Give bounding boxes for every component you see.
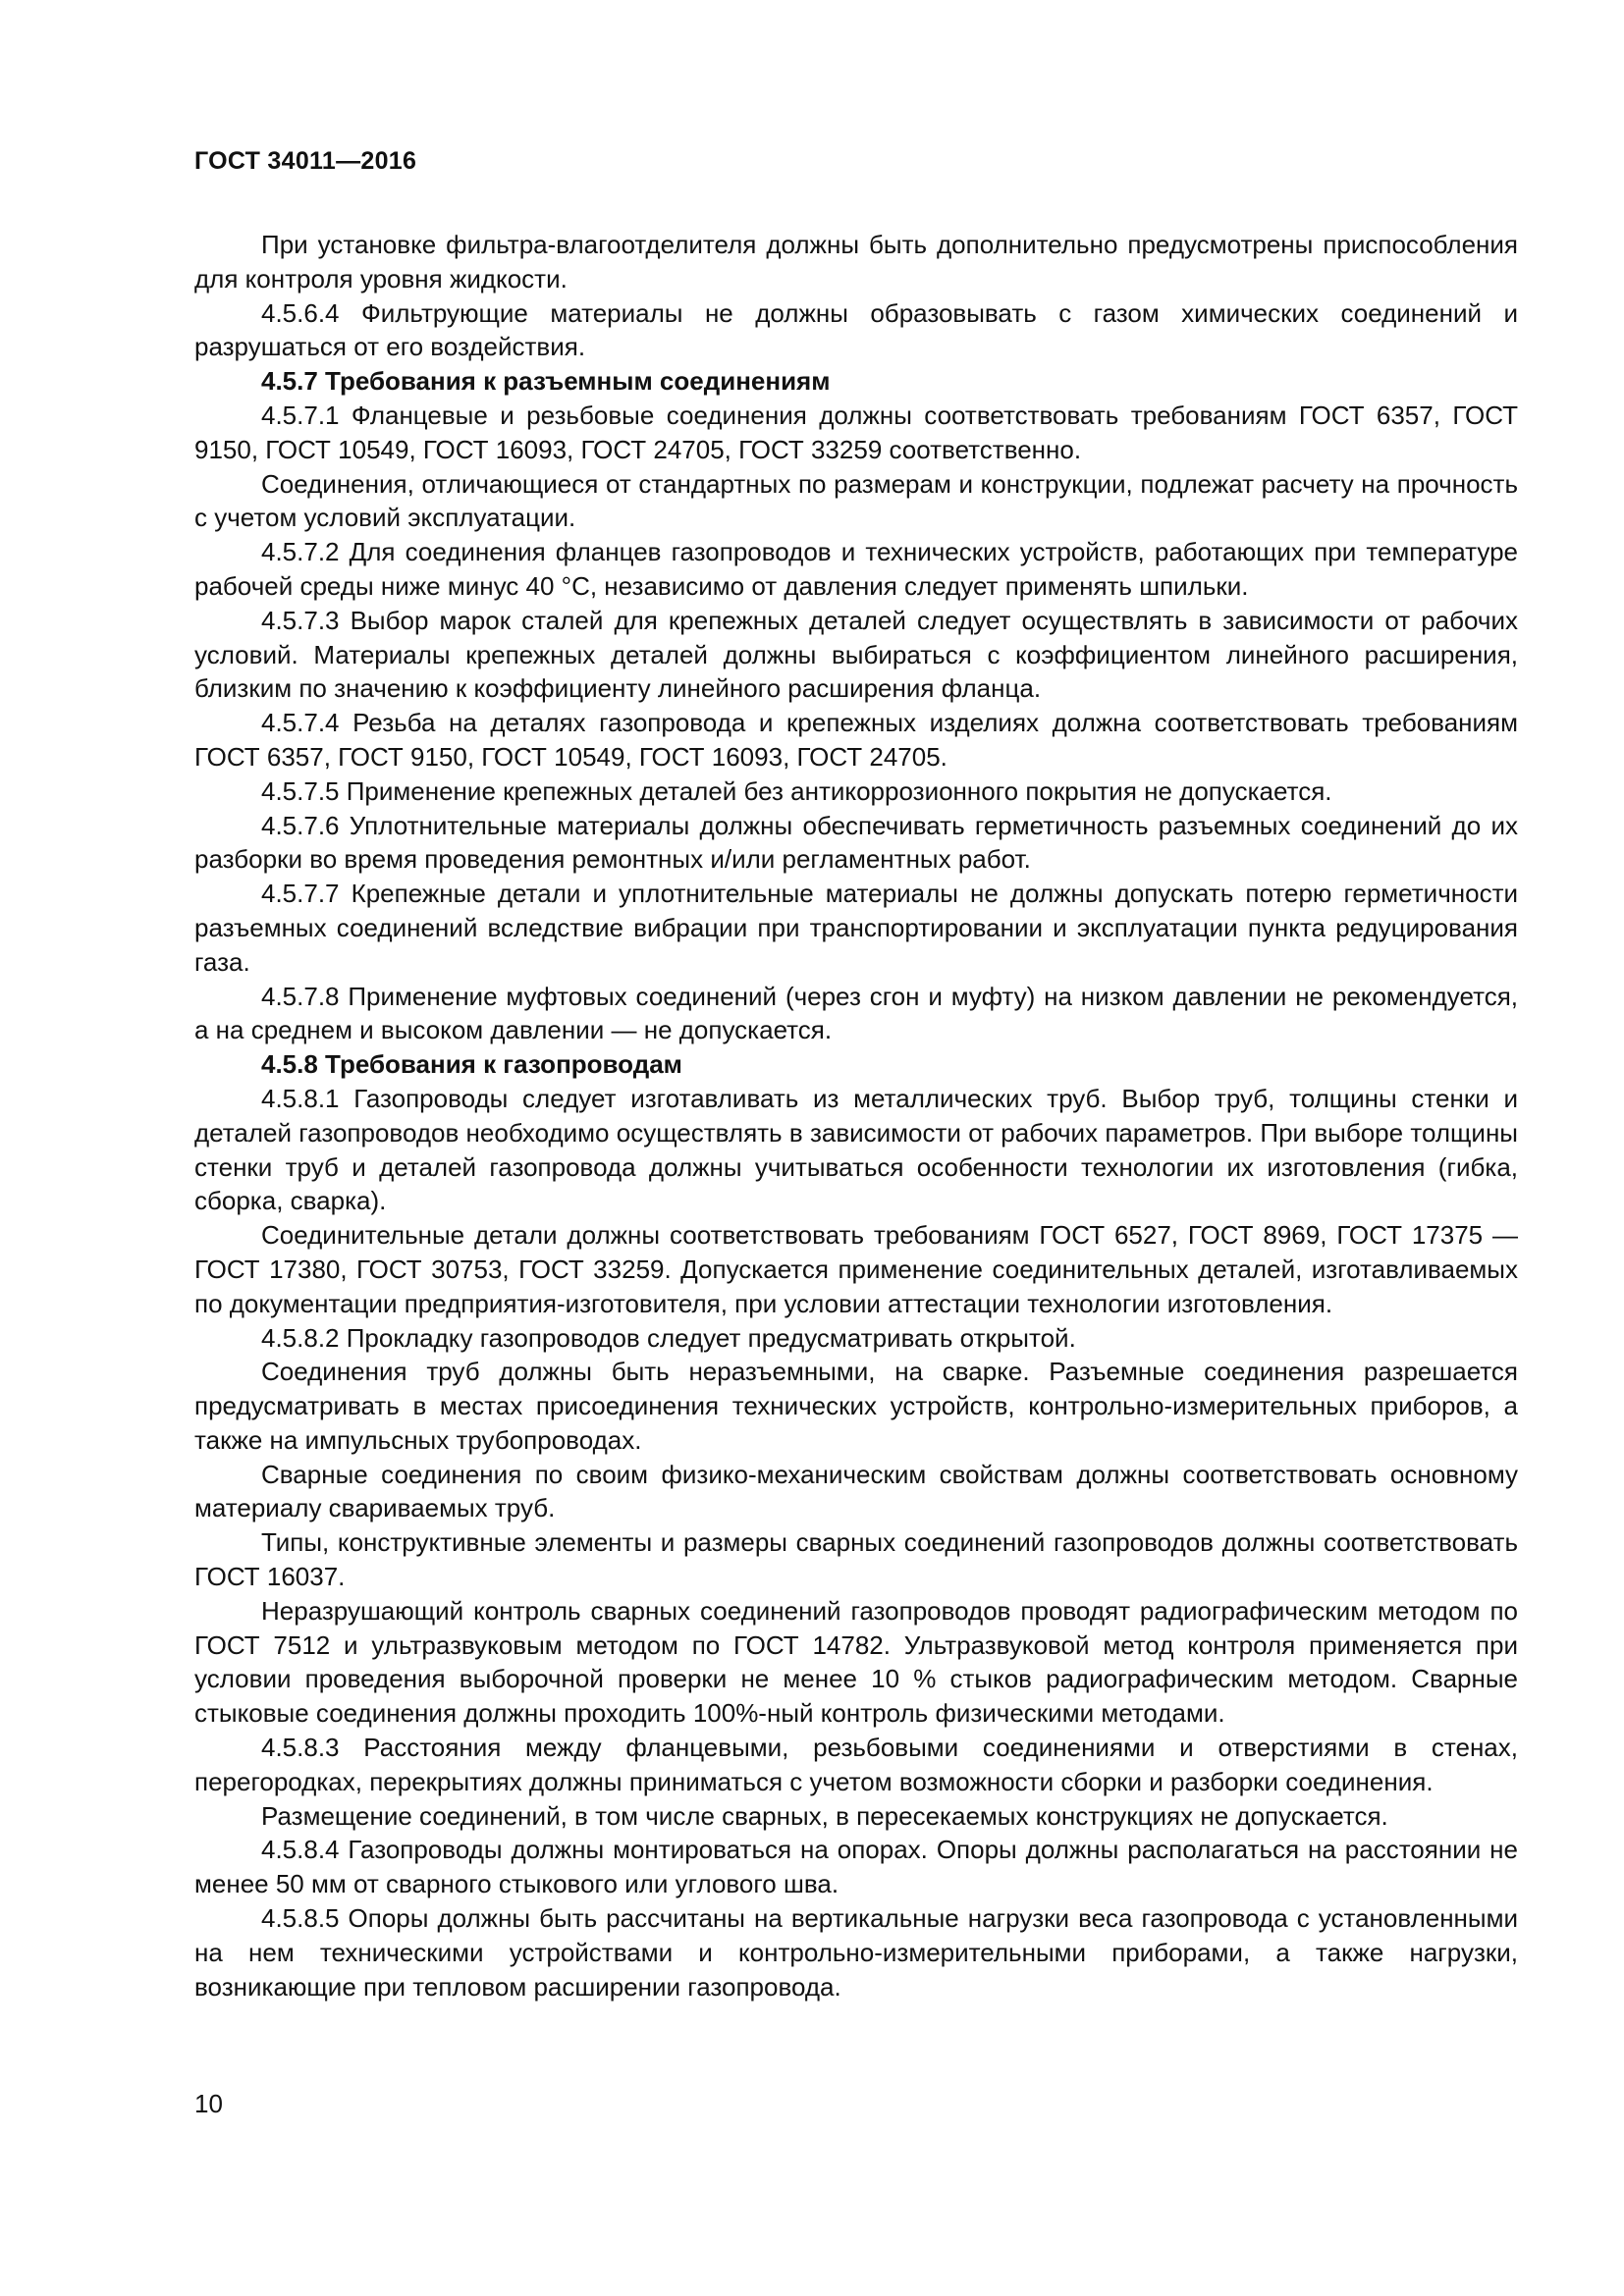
paragraph: Сварные соединения по своим физико-механическим свойствам должны соответствовать основному материалу свариваемых труб. [194, 1459, 1518, 1523]
paragraph: 4.5.7.4 Резьба на деталях газопровода и крепежных изделиях должна соответствовать требованиям ГОСТ 6357, ГОСТ 9150, ГОСТ 10549, ГОСТ 16093, ГОСТ 24705. [194, 708, 1518, 772]
paragraph: 4.5.7.2 Для соединения фланцев газопроводов и технических устройств, работающих при температуре рабочей среды ниже минус 40 °С, независимо от давления следует применять шпильки. [194, 537, 1518, 601]
paragraph: Типы, конструктивные элементы и размеры сварных соединений газопроводов должны соответствовать ГОСТ 16037. [194, 1527, 1518, 1592]
paragraph: При установке фильтра-влагоотделителя должны быть дополнительно предусмотрены приспособления для контроля уровня жидкости. [194, 230, 1518, 294]
running-header: ГОСТ 34011—2016 [194, 147, 417, 175]
body-text [194, 228, 1518, 2003]
paragraph: 4.5.8.2 Прокладку газопроводов следует предусматривать открытой. [261, 1322, 1076, 1353]
paragraph: Соединительные детали должны соответствовать требованиям ГОСТ 6527, ГОСТ 8969, ГОСТ 17375 — ГОСТ 17380, ГОСТ 30753, ГОСТ 33259. Допускается применение соединительных деталей, изготавливаемых по документации предприятия-изготовителя, при условии аттестации технологии изготовления. [194, 1220, 1518, 1318]
page-number: 10 [194, 2089, 223, 2118]
paragraph: Неразрушающий контроль сварных соединений газопроводов проводят радиографическим методом по ГОСТ 7512 и ультразвуковым методом по ГОСТ 14782. Ультразвуковой метод контроля применяется при условии проведения выборочной проверки не менее 10 % стыков радиографическим методом. Сварные стыковые соединения должны проходить 100%-ный контроль физическими методами. [194, 1595, 1518, 1729]
paragraph: 4.5.7.5 Применение крепежных деталей без антикоррозионного покрытия не допускается. [261, 775, 1332, 806]
paragraph: 4.5.8.5 Опоры должны быть рассчитаны на вертикальные нагрузки веса газопровода с установленными на нем техническими устройствами и контрольно-измерительными приборами, а также нагрузки, возникающие при тепловом расширении газопровода. [194, 1903, 1518, 2002]
paragraph: Соединения труб должны быть неразъемными, на сварке. Разъемные соединения разрешается предусматривать в местах присоединения технических устройств, контрольно-измерительных приборов, а также на импульсных трубопроводах. [194, 1357, 1518, 1455]
paragraph: 4.5.8.1 Газопроводы следует изготавливать из металлических труб. Выбор труб, толщины стенки и деталей газопроводов необходимо осуществлять в зависимости от рабочих параметров. При выборе толщины стенки труб и деталей газопровода должны учитываться особенности технологии их изготовления (гибка, сборка, сварка). [194, 1083, 1518, 1216]
paragraph: Размещение соединений, в том числе сварных, в пересекаемых конструкциях не допускается. [261, 1800, 1388, 1831]
document-page [194, 0, 1518, 2296]
paragraph: 4.5.7.3 Выбор марок сталей для крепежных деталей следует осуществлять в зависимости от рабочих условий. Материалы крепежных деталей должны выбираться с коэффициентом линейного расширения, близким по значению к коэффициенту линейного расширения фланца. [194, 605, 1518, 704]
paragraph: 4.5.7.8 Применение муфтовых соединений (через сгон и муфту) на низком давлении не рекомендуется, а на среднем и высоком давлении — не допускается. [194, 981, 1518, 1045]
paragraph: 4.5.7.6 Уплотнительные материалы должны обеспечивать герметичность разъемных соединений до их разборки во время проведения ремонтных и/или регламентных работ. [194, 810, 1518, 875]
section-heading: 4.5.8 Требования к газопроводам [261, 1049, 682, 1080]
section-heading: 4.5.7 Требования к разъемным соединениям [261, 366, 831, 397]
paragraph: 4.5.6.4 Фильтрующие материалы не должны образовывать с газом химических соединений и разрушаться от его воздействия. [194, 297, 1518, 362]
paragraph: 4.5.7.7 Крепежные детали и уплотнительные материалы не должны допускать потерю герметичности разъемных соединений вследствие вибрации при транспортировании и эксплуатации пункта редуцирования газа. [194, 879, 1518, 977]
paragraph: 4.5.8.3 Расстояния между фланцевыми, резьбовыми соединениями и отверстиями в стенах, перегородках, перекрытиях должны приниматься с учетом возможности сборки и разборки соединения. [194, 1733, 1518, 1796]
paragraph: Соединения, отличающиеся от стандартных по размерам и конструкции, подлежат расчету на прочность с учетом условий эксплуатации. [194, 468, 1518, 533]
paragraph: 4.5.7.1 Фланцевые и резьбовые соединения должны соответствовать требованиям ГОСТ 6357, ГОСТ 9150, ГОСТ 10549, ГОСТ 16093, ГОСТ 24705, ГОСТ 33259 соответственно. [194, 400, 1518, 464]
paragraph: 4.5.8.4 Газопроводы должны монтироваться на опорах. Опоры должны располагаться на расстоянии не менее 50 мм от сварного стыкового или углового шва. [194, 1835, 1518, 1899]
